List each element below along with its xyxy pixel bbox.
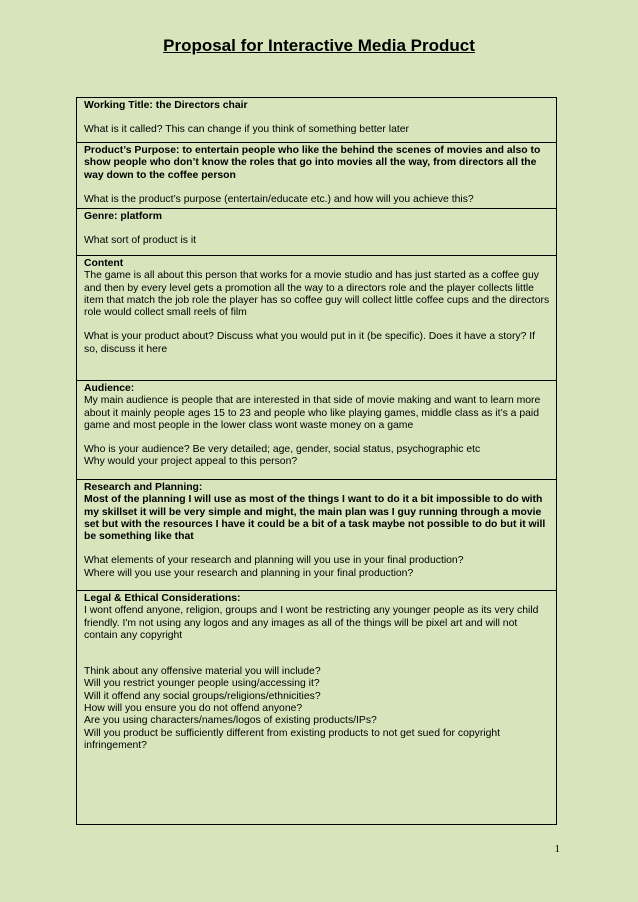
audience-question-1: Who is your audience? Be very detailed; age, gender, social status, psychographic etc <box>84 444 481 456</box>
audience-answer: My main audience is people that are interested in that side of movie making and want to learn more about it mainly people ages 15 to 23 and people who like playing games, middle class as it’s a paid game and most people in the lower class wont waste money on a game <box>84 395 541 431</box>
legal-question: Think about any offensive material you will include? <box>84 666 321 678</box>
research-section <box>77 479 556 590</box>
audience-section <box>77 380 556 479</box>
legal-question: Will you restrict younger people using/accessing it? <box>84 678 320 690</box>
research-answer: Most of the planning I will use as most of the things I want to do it a bit impossible to do with my skillset it will be very simple and might, the main plan was I guy running through a movie set but with the resources I have it could be a bit of a task maybe not possible to do but it will be something like that <box>84 494 546 543</box>
legal-answer: I wont offend anyone, religion, groups and I wont be restricting any younger people as its very child friendly. I'm not using any logos and any images as all of the things will be pixel art and will not contain any copyright <box>84 605 539 641</box>
research-heading: Research and Planning: <box>84 482 203 493</box>
legal-question: How will you ensure you do not offend anyone? <box>84 703 303 715</box>
content-answer: The game is all about this person that works for a movie studio and has just started as a coffee guy and then by every level gets a promotion all the way to a directors role and the player collects little item that match the job role the player has so coffee guy will collect little coffee cups and the directors role would collect small reels of film <box>84 270 550 319</box>
research-question-1: What elements of your research and planning will you use in your final production? <box>84 555 464 567</box>
legal-question: Will you product be sufficiently different from existing products to not get sued for copyright infringement? <box>84 727 501 751</box>
audience-question-2: Why would your project appeal to this person? <box>84 456 298 468</box>
legal-heading: Legal & Ethical Considerations: <box>84 593 241 604</box>
purpose-question: What is the product’s purpose (entertain/educate etc.) and how will you achieve this? <box>84 193 474 205</box>
content-question: What is your product about? Discuss what you would put in it (be specific). Does it have a story? If so, discuss it here <box>84 331 536 355</box>
legal-section <box>77 590 556 824</box>
working-title-section <box>77 98 556 142</box>
page-number: 1 <box>554 843 560 855</box>
genre-answer: Genre: platform <box>84 211 162 222</box>
audience-heading: Audience: <box>84 383 135 394</box>
working-title-question: What is it called? This can change if you think of something better later <box>84 124 409 136</box>
page-title: Proposal for Interactive Media Product <box>163 36 475 55</box>
research-question-2: Where will you use your research and planning in your final production? <box>84 567 414 579</box>
legal-question: Are you using characters/names/logos of existing products/IPs? <box>84 715 377 727</box>
purpose-answer: Product’s Purpose: to entertain people who like the behind the scenes of movies and also to show people who don’t know the roles that go into movies all the way, from directors all the way down to the coffee person <box>84 145 541 181</box>
content-section <box>77 255 556 380</box>
working-title-answer: Working Title: the Directors chair <box>84 100 248 111</box>
purpose-section <box>77 142 556 208</box>
legal-question: Will it offend any social groups/religions/ethnicities? <box>84 690 321 702</box>
genre-section <box>77 208 556 255</box>
genre-question: What sort of product is it <box>84 235 197 247</box>
proposal-form <box>76 97 557 825</box>
content-heading: Content <box>84 258 124 269</box>
